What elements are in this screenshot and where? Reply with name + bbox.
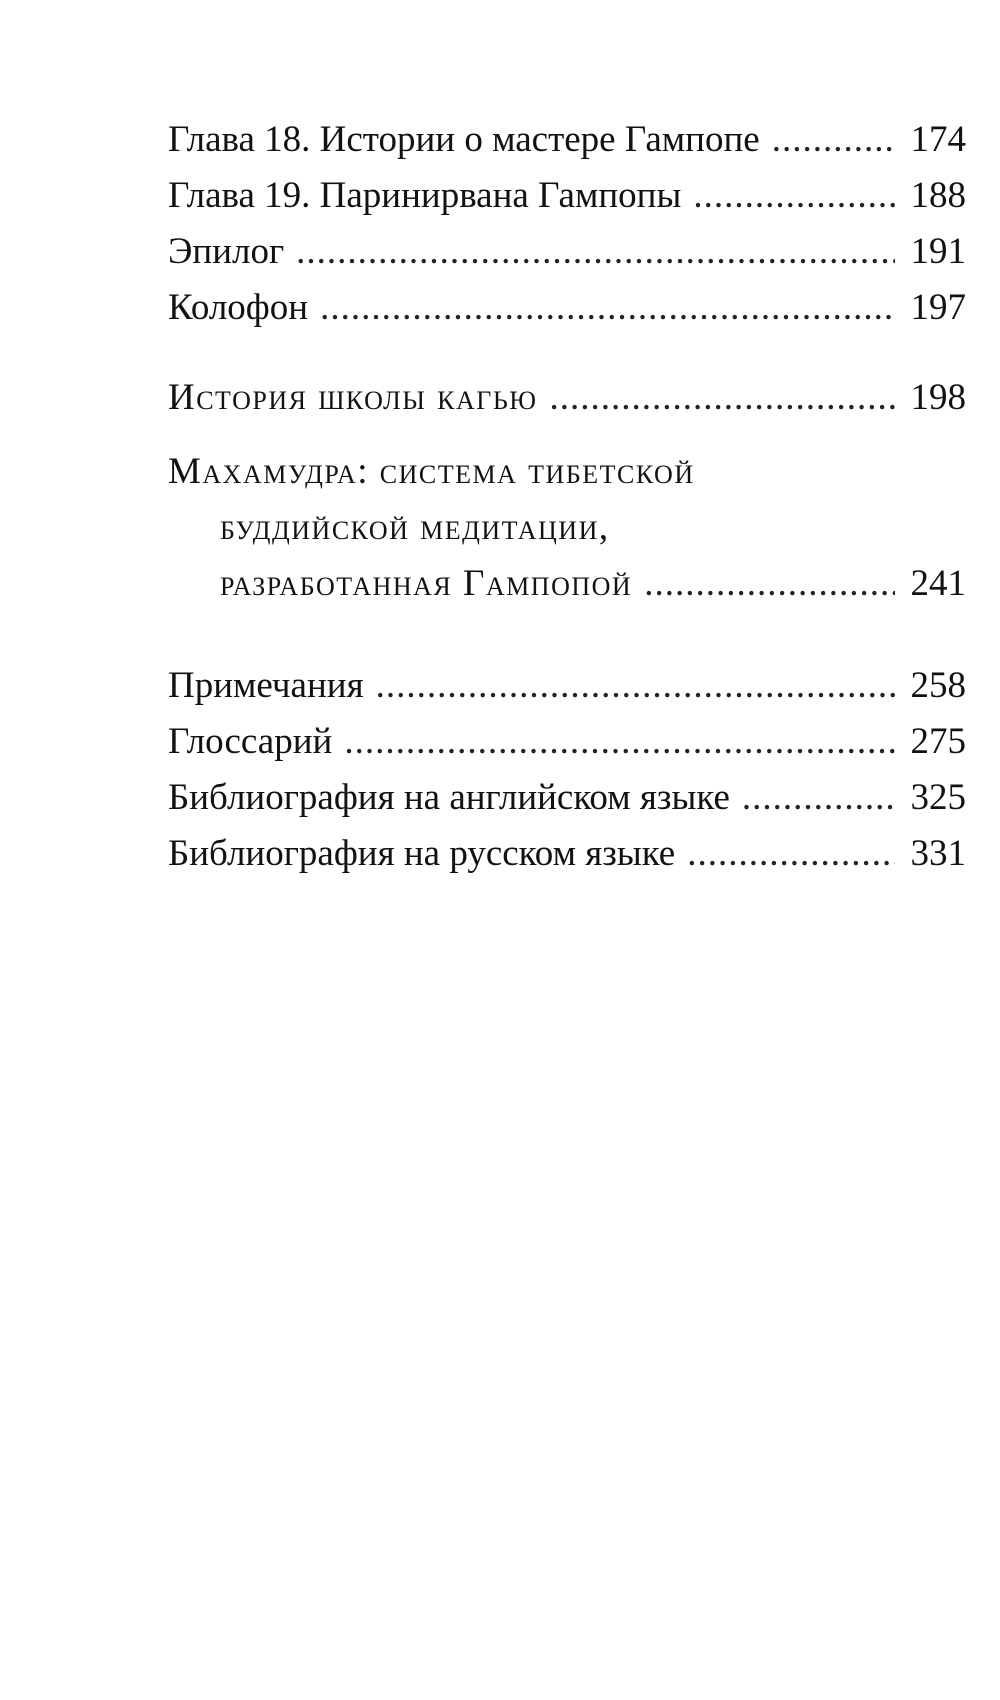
toc-entry-title-line-1: Махамудра: система тибетской (168, 451, 695, 492)
toc-entry-title: Эпилог (168, 231, 285, 272)
toc-entry-page: 275 (910, 721, 966, 762)
toc-entry-page: 197 (910, 287, 966, 328)
toc-entry-mahamudra[interactable] (168, 444, 966, 612)
section-spacer (168, 336, 966, 370)
toc-entry-title: Библиография на русском языке (168, 833, 676, 874)
dot-leader (772, 112, 895, 168)
section-spacer (168, 612, 966, 658)
toc-entry-page: 241 (910, 563, 966, 604)
toc-entry-page: 331 (910, 833, 966, 874)
toc-entry-title: Библиография на английском языке (168, 777, 730, 818)
section-spacer (168, 426, 966, 444)
toc-entry-page: 258 (910, 665, 966, 706)
dot-leader (320, 280, 894, 336)
dot-leader (644, 556, 894, 612)
toc-entry-page: 188 (910, 175, 966, 216)
toc-entry-chapter-18[interactable] (168, 112, 966, 168)
dot-leader (693, 168, 894, 224)
toc-entry-kagyu-history[interactable] (168, 370, 966, 426)
toc-entry-bibliography-russian[interactable] (168, 826, 966, 882)
dot-leader (296, 224, 894, 280)
toc-entry-epilogue[interactable] (168, 224, 966, 280)
toc-entry-page: 325 (910, 777, 966, 818)
toc-entry-colophon[interactable] (168, 280, 966, 336)
dot-leader (687, 826, 894, 882)
toc-entry-page: 198 (910, 377, 966, 418)
toc-entry-title: Глава 18. Истории о мастере Гампопе (168, 119, 760, 160)
toc-entry-page: 191 (910, 231, 966, 272)
dot-leader (344, 714, 894, 770)
toc-entry-notes[interactable] (168, 658, 966, 714)
toc-entry-title: разработанная Гампопой (220, 563, 633, 604)
dot-leader (742, 770, 895, 826)
toc-entry-page: 174 (910, 119, 966, 160)
toc-entry-title: История школы кагью (168, 377, 538, 418)
dot-leader (376, 658, 895, 714)
toc-entry-title: Примечания (168, 665, 364, 706)
toc-entry-title-line-3 (168, 556, 966, 612)
toc-entry-chapter-19[interactable] (168, 168, 966, 224)
table-of-contents (168, 112, 966, 882)
toc-entry-glossary[interactable] (168, 714, 966, 770)
toc-entry-title: Глава 19. Паринирвана Гампопы (168, 175, 682, 216)
dot-leader (549, 370, 894, 426)
toc-entry-title: Колофон (168, 287, 309, 328)
toc-entry-title: Глоссарий (168, 721, 333, 762)
toc-entry-bibliography-english[interactable] (168, 770, 966, 826)
toc-entry-title-line-2: буддийской медитации, (220, 507, 610, 548)
